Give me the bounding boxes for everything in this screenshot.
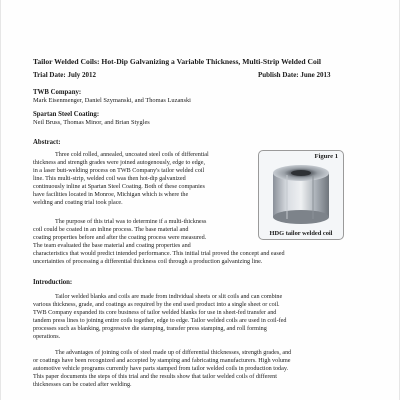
- trial-date: Trial Date: July 2012: [33, 71, 97, 79]
- text-line: coating properties before and after the coating process were measured.: [33, 235, 207, 242]
- figure-caption: HDG tailor welded coil: [269, 230, 333, 237]
- text-line: have facilities located in Monroe, Michigan which is where the: [33, 192, 189, 199]
- figure-1: [258, 150, 344, 240]
- spartan-names: Neil Bruss, Thomas Minor, and Brian Stygles: [33, 119, 150, 126]
- text-line: tandem press lines to joining entire coils together, edge to edge. Tailor welded coils are used in coil-fed: [33, 318, 287, 325]
- text-line: welding and coating trial took place.: [33, 200, 123, 207]
- introduction-paragraph-2: [33, 349, 373, 389]
- text-line: thickness and strength grades were joined autogenously, edge to edge,: [33, 160, 206, 167]
- text-line: The purpose of this trial was to determine if a multi-thickness: [55, 219, 207, 225]
- document-title: Tailor Welded Coils: Hot-Dip Galvanizing a Variable Thickness, Multi-Strip Welded Coil: [33, 57, 321, 66]
- publish-date: Publish Date: June 2013: [258, 71, 331, 79]
- text-line: processes such as blanking, progressive die stamping, transfer press stamping, and roll forming: [33, 326, 267, 333]
- text-line: operations.: [33, 334, 61, 341]
- text-line: coil could be coated in an inline process. The base material and: [33, 227, 189, 234]
- introduction-heading: Introduction:: [33, 279, 73, 286]
- text-line: TWB Company expanded its core business of tailor welded blanks for use in sheet-fed transfer and: [33, 310, 277, 317]
- text-line: characteristics that would predict intended performance. This initial trial proved the concept and eased: [33, 251, 285, 258]
- text-line: The advantages of joining coils of steel made up of differential thicknesses, strength grades, and: [55, 350, 292, 356]
- introduction-paragraph-1: [33, 293, 373, 341]
- twb-company-heading: TWB Company:: [33, 89, 82, 96]
- text-line: The team evaluated the base material and coating properties and: [33, 243, 191, 250]
- abstract-heading: Abstract:: [33, 139, 61, 146]
- text-line: automotive vehicle programs currently have parts stamped from tailor welded coils in production today.: [33, 366, 289, 373]
- figure-label: Figure 1: [314, 153, 338, 160]
- text-line: Three cold rolled, annealed, uncoated steel coils of differential: [55, 152, 209, 158]
- spartan-heading: Spartan Steel Coating:: [33, 111, 100, 118]
- text-line: in a laser butt-welding process on TWB Company's tailor welded coil: [33, 168, 205, 175]
- text-line: continuously inline at Spartan Steel Coating. Both of these companies: [33, 184, 205, 191]
- abstract-paragraph-2: [33, 218, 285, 266]
- text-line: line. This multi-strip, welded coil was then hot-dip galvanized: [33, 176, 186, 183]
- text-line: uncertainties of processing a differential thickness coil through a production galvanizing line.: [33, 259, 263, 266]
- text-line: or coatings have been recognized and accepted by stamping and fabricating manufacturers. High volume: [33, 358, 291, 365]
- steel-coil-image: [267, 161, 335, 225]
- text-line: Tailor welded blanks and coils are made from individual sheets or slit coils and can combine: [55, 294, 283, 300]
- twb-company-names: Mark Eisenmenger, Daniel Szymanski, and Thomas Luzanski: [33, 97, 191, 104]
- text-line: This paper documents the steps of this trial and the results show that tailor welded coils of different: [33, 374, 277, 381]
- text-line: thicknesses can be coated after welding.: [33, 382, 132, 389]
- abstract-paragraph-1: [33, 151, 251, 207]
- text-line: various thickness, grade, and coatings as required by the end used product into a single sheet or coil.: [33, 302, 280, 309]
